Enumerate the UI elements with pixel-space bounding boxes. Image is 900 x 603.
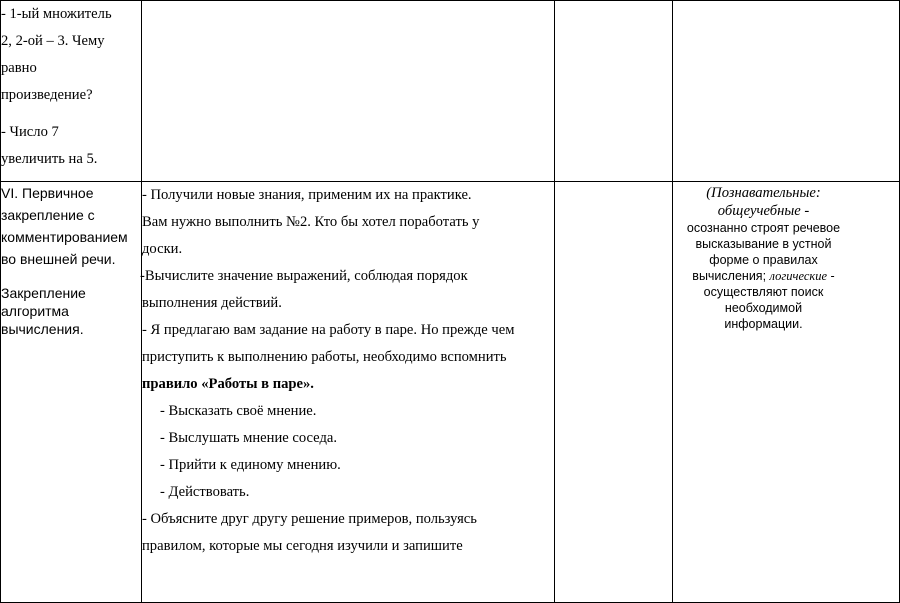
uud-cell — [673, 182, 900, 603]
stage-line: во внешней речи. — [1, 251, 116, 267]
table-row — [1, 182, 900, 603]
teacher-activity-cell — [142, 182, 555, 603]
uud-italic-line: (Познавательные: — [706, 185, 821, 201]
pair-work-rule-title: правило «Работы в паре». — [142, 376, 314, 392]
uud-line: информации. — [724, 317, 803, 331]
table-row — [1, 1, 900, 182]
uud-logic-word: логические — [769, 269, 828, 283]
stage-subline: вычисления. — [1, 321, 84, 337]
teacher-line: правилом, которые мы сегодня изучили и запишите — [142, 538, 463, 554]
stage-cell — [1, 1, 142, 182]
teacher-line: доски. — [142, 241, 183, 257]
stage-subline: алгоритма — [1, 303, 69, 319]
teacher-line: выполнения действий. — [142, 295, 282, 311]
uud-line: осознанно строят речевое — [686, 221, 841, 235]
stage-cell — [1, 182, 142, 603]
uud-dash: - — [800, 203, 810, 219]
uud-line: высказывание в устной — [695, 237, 832, 251]
uud-italic-word: общеучебные — [717, 203, 801, 219]
question-line: увеличить на 5. — [1, 151, 98, 167]
teacher-line: Вам нужно выполнить №2. Кто бы хотел поработать у — [142, 214, 480, 230]
rule-item: - Высказать своё мнение. — [160, 403, 317, 419]
uud-text — [650, 182, 877, 332]
stage-line: комментированием — [1, 229, 128, 245]
teacher-line: приступить к выполнению работы, необходимо вспомнить — [142, 349, 507, 365]
teacher-line: -Вычислите значение выражений, соблюдая порядок — [140, 268, 468, 284]
rule-item: - Прийти к единому мнению. — [160, 457, 341, 473]
stage-subline: Закрепление — [1, 285, 86, 301]
uud-cell — [673, 1, 900, 182]
question-line: произведение? — [1, 87, 93, 103]
uud-line-part: вычисления; — [692, 269, 770, 283]
uud-line — [650, 268, 877, 284]
question-line: - 1-ый множитель — [1, 6, 112, 22]
question-line: - Число 7 — [1, 124, 59, 140]
teacher-line: - Получили новые знания, применим их на практике. — [142, 187, 472, 203]
stage-line: закрепление с — [1, 207, 95, 223]
rule-item: - Действовать. — [160, 484, 250, 500]
teacher-line: - Я предлагаю вам задание на работу в паре. Но прежде чем — [142, 322, 515, 338]
stage-line: VI. Первичное — [1, 185, 94, 201]
uud-line: форме о правилах — [709, 253, 818, 267]
teacher-activity-cell — [142, 1, 555, 182]
uud-italic-line — [650, 202, 877, 220]
rule-item: - Выслушать мнение соседа. — [160, 430, 338, 446]
student-activity-cell — [555, 1, 673, 182]
uud-dash: - — [827, 269, 835, 283]
question-line: 2, 2-ой – 3. Чему — [1, 33, 105, 49]
question-line: равно — [1, 60, 37, 76]
teacher-line: - Объясните друг другу решение примеров, пользуясь — [142, 511, 477, 527]
uud-line: осуществляют поиск — [703, 285, 824, 299]
uud-line: необходимой — [724, 301, 803, 315]
